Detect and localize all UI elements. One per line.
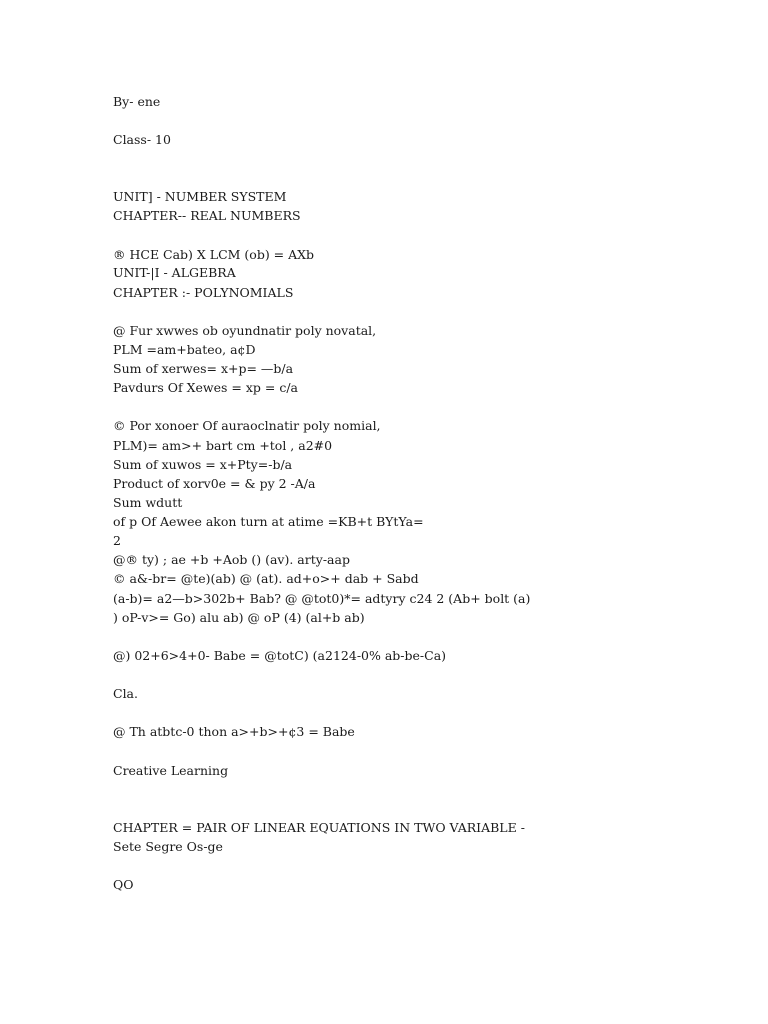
text-line: Product of xorv0e = & py 2 -A/a [113, 476, 316, 491]
text-line: of p Of Aewee akon turn at atime =KB+t BYtYa= [113, 514, 424, 529]
chapter-heading: CHAPTER :- POLYNOMIALS [113, 285, 294, 300]
text-line: Pavdurs Of Xewes = xp = c/a [113, 380, 298, 395]
unit-heading: UNIT] - NUMBER SYSTEM [113, 189, 287, 204]
chapter-heading: CHAPTER-- REAL NUMBERS [113, 208, 301, 223]
text-line: ® HCE Cab) X LCM (ob) = AXb [113, 247, 315, 262]
text-line: © a&-br= @te)(ab) @ (at). ad+o>+ dab + Sabd [113, 571, 419, 586]
text-line: Sum wdutt [113, 495, 183, 510]
unit-heading: UNIT-|I - ALGEBRA [113, 265, 236, 280]
class-line: Class- 10 [113, 132, 171, 147]
text-line: © Por xonoer Of auraoclnatir poly nomial, [113, 418, 381, 433]
text-line: @® ty) ; ae +b +Aob () (av). arty-aap [113, 552, 350, 567]
text-line: @ Th atbtc-0 thon a>+b>+¢3 = Babe [113, 724, 355, 739]
text-line: ) oP-v>= Go) alu ab) @ oP (4) (al+b ab) [113, 610, 365, 625]
text-line: Sum of xuwos = x+Pty=-b/a [113, 457, 293, 472]
text-line: (a-b)= a2—b>302b+ Bab? @ @tot0)*= adtyry c24 2 (Ab+ bolt (a) [113, 591, 531, 606]
author-line: By- ene [113, 94, 161, 109]
text-line: Sum of xerwes= x+p= —b/a [113, 361, 294, 376]
text-line: @) 02+6>4+0- Babe = @totC) (a2124-0% ab-be-Ca) [113, 648, 447, 663]
text-line: 2 [113, 533, 121, 548]
text-line: QO [113, 877, 134, 892]
text-line: PLM)= am>+ bart cm +tol , a2#0 [113, 438, 333, 453]
text-line: Cla. [113, 686, 138, 701]
chapter-heading: CHAPTER = PAIR OF LINEAR EQUATIONS IN TWO VARIABLE - [113, 820, 525, 835]
text-line: PLM =am+bateo, a¢D [113, 342, 256, 357]
text-line: @ Fur xwwes ob oyundnatir poly novatal, [113, 323, 377, 338]
text-line: Sete Segre Os-ge [113, 839, 223, 854]
text-line: Creative Learning [113, 763, 229, 778]
